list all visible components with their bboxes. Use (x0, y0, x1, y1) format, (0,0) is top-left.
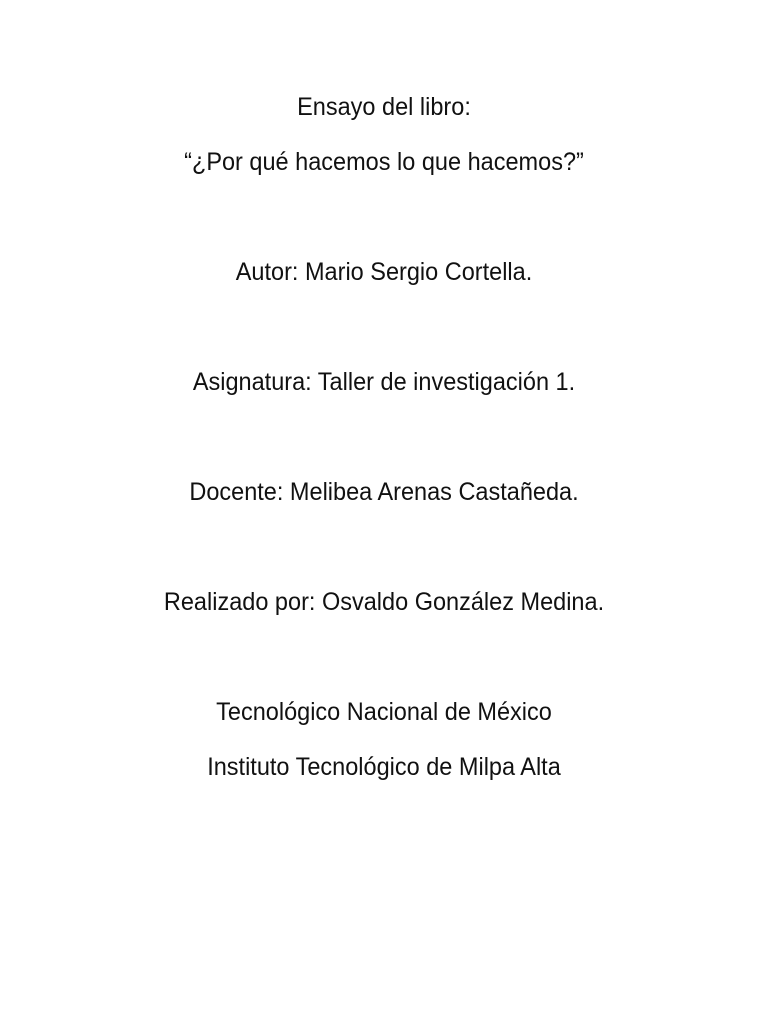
essay-heading: Ensayo del libro: (297, 93, 471, 121)
author-student-line: Realizado por: Osvaldo González Medina. (163, 588, 605, 616)
author-line: Autor: Mario Sergio Cortella. (235, 258, 533, 286)
institution-line: Tecnológico Nacional de México (216, 698, 552, 726)
subject-line: Asignatura: Taller de investigación 1. (192, 368, 576, 396)
teacher-line: Docente: Melibea Arenas Castañeda. (189, 478, 579, 506)
book-title: “¿Por qué hacemos lo que hacemos?” (184, 148, 584, 176)
campus-line: Instituto Tecnológico de Milpa Alta (207, 753, 561, 781)
